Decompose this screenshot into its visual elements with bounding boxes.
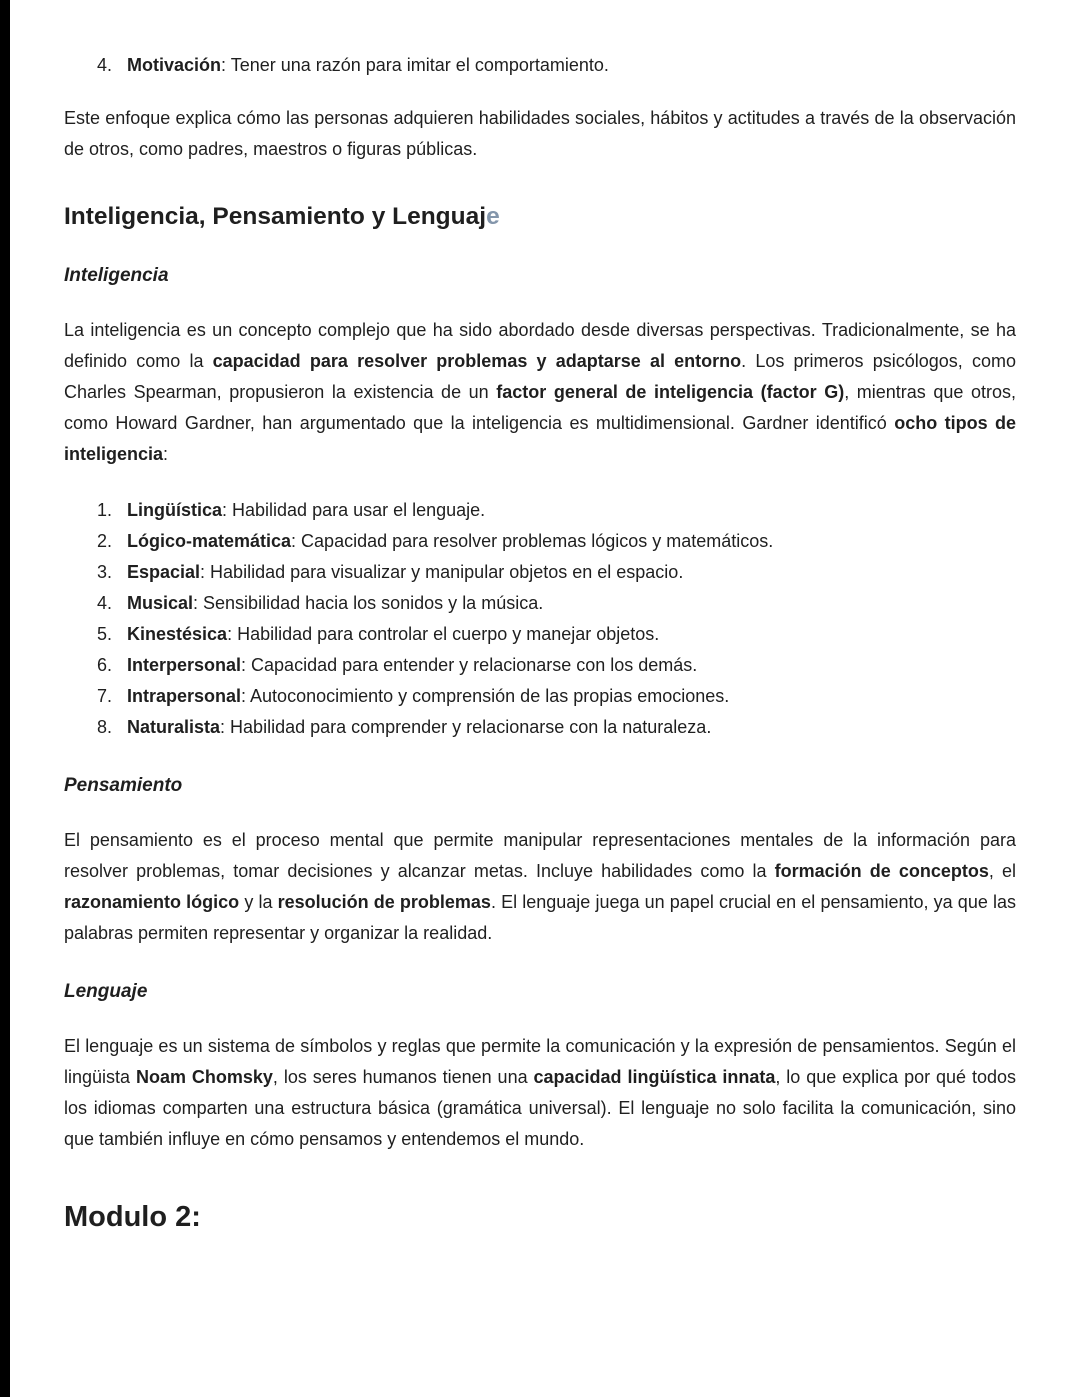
section-heading-main: Inteligencia, Pensamiento y Lenguaj [64,203,487,230]
list-item-number: 1. [97,500,113,520]
paragraph-lenguaje: El lenguaje es un sistema de símbolos y reglas que permite la comunicación y la expresión de pensamientos. Según el lingüista Noam Chomsky, los seres humanos tienen una capacidad lingüística innata, lo que explica por qué todos los idiomas comparten una estructura básica (gramática universal). El lenguaje no solo facilita la comunicación, sino que también influye en cómo pensamos y entendemos el mundo. [64,1036,1016,1149]
section-heading [64,201,1016,233]
section-heading-tail: e [486,203,500,230]
paragraph-inteligencia: La inteligencia es un concepto complejo que ha sido abordado desde diversas perspectivas. Tradicionalmente, se ha definido como la capacidad para resolver problemas y adaptarse al entorno. Los primeros psicólogos, como Charles Spearman, propusieron la existencia de un factor general de inteligencia (factor G), mientras que otros, como Howard Gardner, han argumentado que la inteligencia es multidimensional. Gardner identificó ocho tipos de inteligencia: [64,320,1016,464]
subsection-title-inteligencia: Inteligencia [64,265,169,286]
list-item-number: 3. [97,562,113,582]
module-2-heading: Modulo 2: [64,1201,201,1233]
list-item-logico-matematica [64,526,1016,557]
list-item-linguistica [64,495,1016,526]
list-item-text: Motivación: Tener una razón para imitar el comportamiento. [127,55,609,75]
list-item-number: 4. [97,55,113,75]
paragraph-enfoque: Este enfoque explica cómo las personas adquieren habilidades sociales, hábitos y actitudes a través de la observación de otros, como padres, maestros o figuras públicas. [64,108,1016,159]
list-item-text: Interpersonal: Capacidad para entender y relacionarse con los demás. [127,655,698,675]
list-item-musical [64,588,1016,619]
list-item-naturalista [64,712,1016,743]
list-item-text: Musical: Sensibilidad hacia los sonidos y la música. [127,593,544,613]
subsection-title-lenguaje: Lenguaje [64,981,148,1002]
list-item-interpersonal [64,650,1016,681]
list-item-number: 2. [97,531,113,551]
list-item-number: 5. [97,624,113,644]
left-edge-bar [0,0,10,1397]
list-item-espacial [64,557,1016,588]
list-item-motivacion [64,50,1016,81]
list-item-intrapersonal [64,681,1016,712]
list-item-text: Lingüística: Habilidad para usar el lenguaje. [127,500,486,520]
list-item-text: Lógico-matemática: Capacidad para resolver problemas lógicos y matemáticos. [127,531,774,551]
list-item-text: Naturalista: Habilidad para comprender y relacionarse con la naturaleza. [127,717,712,737]
list-item-text: Kinestésica: Habilidad para controlar el cuerpo y manejar objetos. [127,624,660,644]
list-item-text: Intrapersonal: Autoconocimiento y comprensión de las propias emociones. [127,686,730,706]
list-item-number: 6. [97,655,113,675]
subsection-title-pensamiento: Pensamiento [64,775,183,796]
paragraph-pensamiento: El pensamiento es el proceso mental que permite manipular representaciones mentales de la información para resolver problemas, tomar decisiones y alcanzar metas. Incluye habilidades como la formación de conceptos, el razonamiento lógico y la resolución de problemas. El lenguaje juega un papel crucial en el pensamiento, ya que las palabras permiten representar y organizar la realidad. [64,830,1017,943]
list-item-kinestesica [64,619,1016,650]
list-item-number: 8. [97,717,113,737]
intelligence-types-list [64,495,1016,743]
list-item-number: 4. [97,593,113,613]
list-item-text: Espacial: Habilidad para visualizar y manipular objetos en el espacio. [127,562,684,582]
list-item-number: 7. [97,686,113,706]
